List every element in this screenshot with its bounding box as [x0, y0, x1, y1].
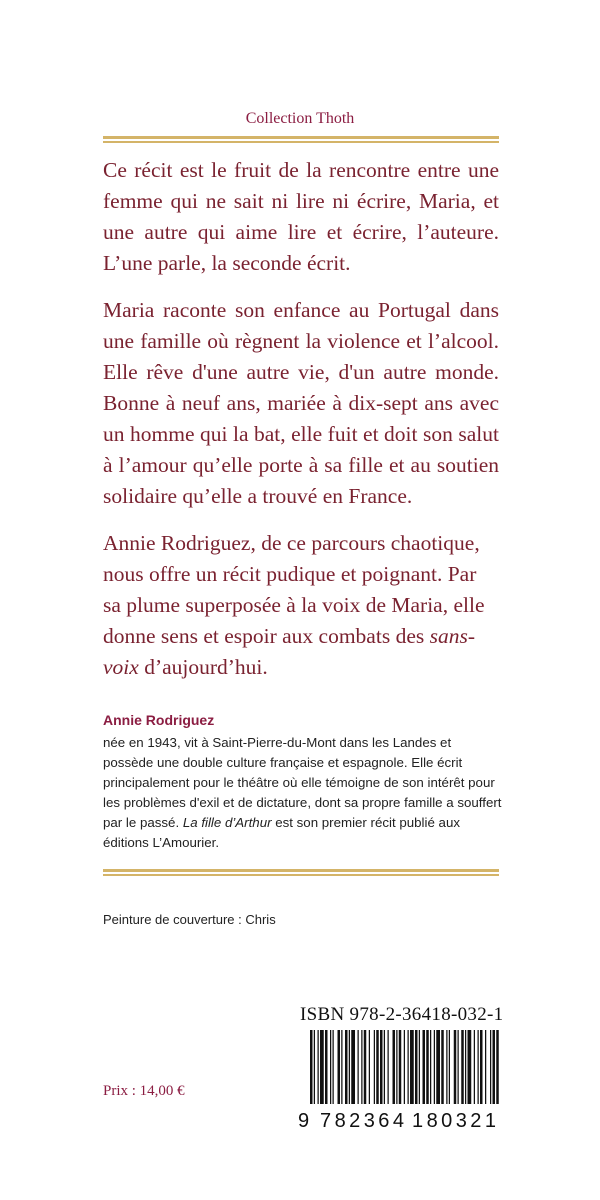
barcode-bar: [380, 1030, 383, 1104]
barcode-bar: [461, 1030, 464, 1104]
barcode-bar: [446, 1030, 447, 1104]
barcode-bar: [388, 1030, 389, 1104]
divider-thick-line: [103, 136, 499, 139]
barcode-bar: [310, 1030, 313, 1104]
barcode-bar: [314, 1030, 315, 1104]
barcode-bar: [374, 1030, 375, 1104]
price: Prix : 14,00 €: [103, 1083, 185, 1099]
barcode-bar: [434, 1030, 435, 1104]
barcode-bar: [449, 1030, 450, 1104]
isbn-number: ISBN 978-2-36418-032-1: [300, 1004, 504, 1025]
barcode-bar: [419, 1030, 420, 1104]
barcode-bar: [441, 1030, 444, 1104]
barcode-bar: [458, 1030, 459, 1104]
blurb: [103, 155, 499, 699]
barcode-bar: [325, 1030, 328, 1104]
barcode-bar: [361, 1030, 362, 1104]
barcode-bar: [358, 1030, 359, 1104]
barcode-left-digits: 782364: [320, 1110, 404, 1130]
blurb-emphasis: sans-voix: [103, 624, 476, 679]
barcode-bar: [341, 1030, 342, 1104]
barcode-bar: [480, 1030, 483, 1104]
barcode-bar: [393, 1030, 396, 1104]
barcode-first-digit: 9: [298, 1110, 310, 1130]
blurb-paragraph-2: Maria raconte son enfance au Portugal dans une famille où règnent la violence et l’alcool. Elle rêve d'une autre vie, d'un autre monde. Bonne à neuf ans, mariée à dix-sept ans avec un homme qui la bat, elle fuit et doit son salut à l’amour qu’elle porte à sa fille et au soutien solidaire qu’elle a trouvé en France.: [103, 298, 499, 508]
barcode-bar: [349, 1030, 350, 1104]
barcode-bar: [376, 1030, 379, 1104]
barcode-bar: [369, 1030, 370, 1104]
barcode-bar: [423, 1030, 426, 1104]
book-title: La fille d’Arthur: [182, 815, 272, 830]
barcode-bar: [485, 1030, 486, 1104]
author-name: Annie Rodriguez: [103, 712, 215, 728]
barcode-bar: [410, 1030, 414, 1104]
barcode-bar: [465, 1030, 466, 1104]
barcode-bar: [330, 1030, 331, 1104]
author-bio: [103, 733, 503, 853]
barcode-bar: [345, 1030, 348, 1104]
author-bio-end: est son premier récit publié aux éditions L’Amourier.: [103, 815, 460, 850]
cover-credit: Peinture de couverture : Chris: [103, 912, 276, 927]
barcode-bar: [496, 1030, 499, 1104]
blurb-paragraph-3-end: d’aujourd’hui.: [138, 655, 268, 679]
barcode-bar: [468, 1030, 472, 1104]
barcode-bar: [333, 1030, 334, 1104]
barcode-bar: [426, 1030, 429, 1104]
barcode-bar: [474, 1030, 475, 1104]
barcode-bar: [478, 1030, 479, 1104]
barcode-bar: [351, 1030, 355, 1104]
barcode-bar: [396, 1030, 397, 1104]
collection-name: Collection Thoth: [245, 110, 355, 127]
author-bio-text: née en 1943, vit à Saint-Pierre-du-Mont dans les Landes et possède une double culture française et espagnole. Elle écrit principalement pour le théâtre où elle témoigne de son intérêt pour les problèmes d'exil et de dictature, dont sa propre famille a souffert par le passé.: [103, 735, 502, 830]
divider-thin-line: [103, 874, 499, 876]
divider-thin-line: [103, 141, 499, 143]
barcode-bar: [490, 1030, 491, 1104]
barcode-bar: [384, 1030, 385, 1104]
barcode-bar: [404, 1030, 405, 1104]
barcode-bar: [408, 1030, 409, 1104]
barcode-bar: [318, 1030, 319, 1104]
divider-thick-line: [103, 869, 499, 872]
barcode-bar: [430, 1030, 431, 1104]
barcode-bar: [338, 1030, 341, 1104]
barcode: [298, 1030, 502, 1130]
barcode-bar: [320, 1030, 324, 1104]
blurb-paragraph-3: [103, 528, 499, 683]
barcode-bar: [415, 1030, 418, 1104]
blurb-paragraph-1: Ce récit est le fruit de la rencontre entre une femme qui ne sait ni lire ni écrire, Maria, et une autre qui aime lire et écrire, l’auteure. L’une parle, la seconde écrit.: [103, 158, 499, 275]
blurb-paragraph-3-text: Annie Rodriguez, de ce parcours chaotique, nous offre un récit pudique et poignant. Par sa plume superposée à la voix de Maria, elle donne sens et espoir aux combats des: [103, 531, 485, 648]
barcode-bar: [493, 1030, 496, 1104]
barcode-bar: [454, 1030, 457, 1104]
bottom-divider: [103, 869, 499, 877]
barcode-bar: [399, 1030, 402, 1104]
barcode-right-digits: 180321: [412, 1110, 496, 1130]
barcode-bar: [436, 1030, 440, 1104]
top-divider: [103, 136, 499, 144]
barcode-bars: [310, 1030, 499, 1104]
barcode-bar: [364, 1030, 367, 1104]
